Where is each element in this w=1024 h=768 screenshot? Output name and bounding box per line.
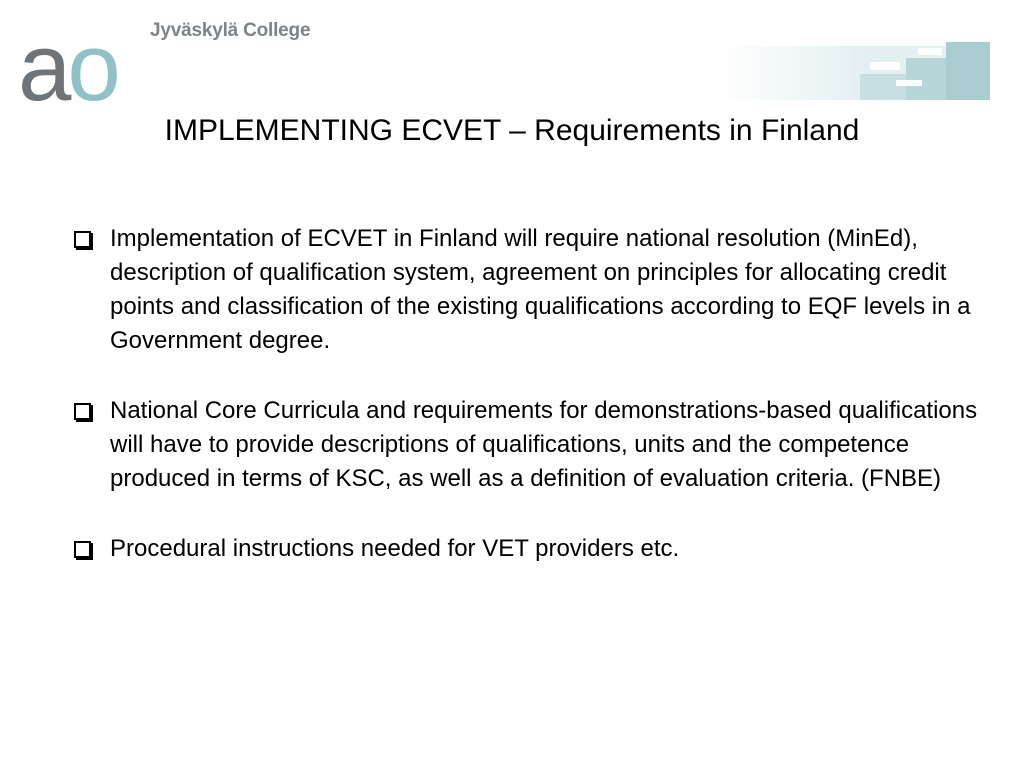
bullet-text: National Core Curricula and requirements for demonstrations-based qualifications will have to provide descriptions of qualifications, units and the competence produced in terms of KSC, as well as a definition of evaluation criteria. (FNBE): [110, 397, 978, 492]
bullet-text: Procedural instructions needed for VET providers etc.: [110, 535, 680, 562]
bullet-text: Implementation of ECVET in Finland will require national resolution (MinEd), description of qualification system, agreement on principles for allocating credit points and classification of the existing qualifications according to EQF levels in a Government degree.: [110, 225, 971, 354]
corner-decoration: [720, 40, 990, 100]
checkbox-bullet-icon: [74, 541, 91, 558]
logo-letter-a: a: [18, 14, 68, 121]
logo-mark: [18, 14, 117, 121]
bullet-item: [72, 532, 992, 566]
checkbox-bullet-icon: [74, 403, 91, 420]
college-logo: [18, 14, 318, 121]
bullet-item: [72, 394, 992, 496]
logo-letter-o: o: [67, 14, 117, 121]
corner-fade: [720, 40, 990, 100]
college-name: Jyväskylä College: [150, 20, 311, 41]
checkbox-bullet-icon: [74, 231, 91, 248]
bullet-item: [72, 222, 992, 358]
bullet-list: [72, 222, 992, 602]
slide-title: IMPLEMENTING ECVET – Requirements in Finland: [164, 114, 860, 147]
